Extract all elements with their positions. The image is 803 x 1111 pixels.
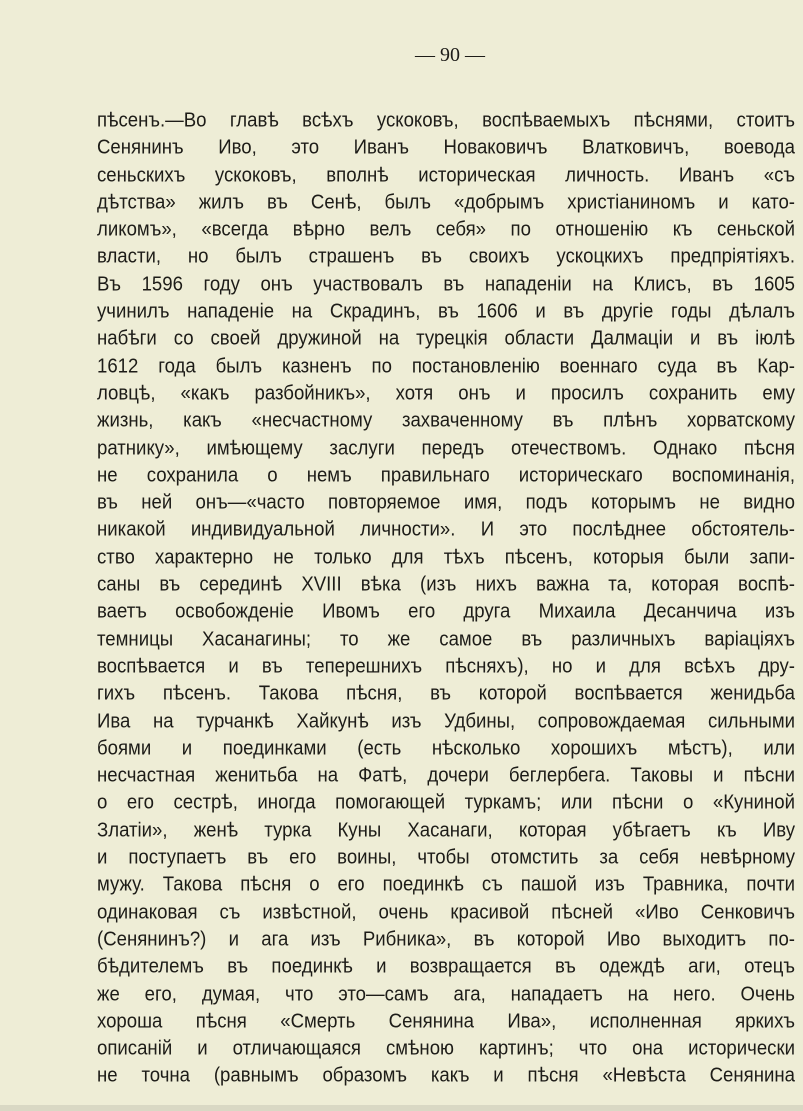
text-line: воспѣвается и въ теперешнихъ пѣсняхъ), но и для всѣхъ дру- xyxy=(97,654,795,677)
text-line: темницы Хасанагины; то же самое въ различныхъ варіаціяхъ xyxy=(97,626,795,650)
text-line: Сенянинъ Иво, это Иванъ Новаковичъ Влатковичъ, воевода xyxy=(97,135,795,159)
text-line: ство характерно не только для тѣхъ пѣсенъ, которыя были запи- xyxy=(97,544,795,568)
text-line: Въ 1596 году онъ участвовалъ въ нападеніи на Клисъ, въ 1605 xyxy=(97,271,795,295)
text-line: пѣсенъ.—Во главѣ всѣхъ ускоковъ, воспѣваемыхъ пѣснями, стоитъ xyxy=(97,108,795,131)
text-line: о его сестрѣ, иногда помогающей туркамъ; или пѣсни о «Куниной xyxy=(97,790,795,814)
text-line: учинилъ нападеніе на Скрадинъ, въ 1606 и въ другіе годы дѣлалъ xyxy=(97,299,795,322)
text-line: ловцѣ, «какъ разбойникъ», хотя онъ и просилъ сохранить ему xyxy=(97,381,795,404)
text-line: дѣтства» жилъ въ Сенѣ, былъ «добрымъ христіаниномъ и като- xyxy=(97,190,795,213)
text-line: и поступаетъ въ его воины, чтобы отомстить за себя невѣрному xyxy=(97,845,795,868)
text-line: власти, но былъ страшенъ въ своихъ ускоцкихъ предпріятіяхъ. xyxy=(97,244,795,268)
text-line: набѣги со своей дружиной на турецкія области Далмаціи и въ іюлѣ xyxy=(97,326,795,350)
text-line: сеньскихъ ускоковъ, вполнѣ историческая личность. Иванъ «съ xyxy=(97,162,795,186)
text-line: (Сенянинъ?) и ага изъ Рибника», въ которой Иво выходитъ по- xyxy=(97,927,795,950)
text-line: ликомъ», «всегда вѣрно велъ себя» по отношенію къ сеньской xyxy=(97,217,795,241)
text-line: ваетъ освобожденіе Ивомъ его друга Михаила Десанчича изъ xyxy=(97,599,795,623)
text-line: мужу. Такова пѣсня о его поединкѣ съ пашой изъ Травника, почти xyxy=(97,872,795,896)
text-line: Златіи», женѣ турка Куны Хасанаги, которая убѣгаетъ къ Иву xyxy=(97,817,795,841)
text-line: же его, думая, что это—самъ ага, нападаетъ на него. Очень xyxy=(97,981,795,1005)
text-line: жизнь, какъ «несчастному захваченному въ плѣнъ хорватскому xyxy=(97,408,795,432)
text-line: не сохранила о немъ правильнаго историческаго воспоминанія, xyxy=(97,463,795,486)
text-line: гихъ пѣсенъ. Такова пѣсня, въ которой воспѣвается женидьба xyxy=(97,681,795,705)
text-line: саны въ серединѣ XVIII вѣка (изъ нихъ важна та, которая воспѣ- xyxy=(97,572,795,595)
text-line: въ ней онъ—«часто повторяемое имя, подъ которымъ не видно xyxy=(97,490,795,513)
text-line: одинаковая съ извѣстной, очень красивой пѣсней «Иво Сенковичъ xyxy=(97,899,795,923)
text-line: ратнику», имѣющему заслуги передъ отечествомъ. Однако пѣсня xyxy=(97,435,795,459)
text-line: боями и поединками (есть нѣсколько хорошихъ мѣстъ), или xyxy=(97,735,795,759)
text-line: не точна (равнымъ образомъ какъ и пѣсня «Невѣста Сенянина xyxy=(97,1063,795,1087)
text-line: никакой индивидуальной личности». И это послѣднее обстоятель- xyxy=(97,517,795,541)
text-line: бѣдителемъ въ поединкѣ и возвращается въ одеждѣ аги, отецъ xyxy=(97,954,795,978)
text-line: Ива на турчанкѣ Хайкунѣ изъ Удбины, сопровождаемая сильными xyxy=(97,708,795,732)
page-bottom-edge xyxy=(0,1105,803,1111)
text-line: 1612 года былъ казненъ по постановленію военнаго суда въ Кар- xyxy=(97,353,795,377)
page-number: — 90 — xyxy=(415,44,485,66)
text-line: несчастная женитьба на Фатѣ, дочери беглербега. Таковы и пѣсни xyxy=(97,763,795,786)
text-line: описаній и отличающаяся смѣною картинъ; что она исторически xyxy=(97,1036,795,1059)
text-line: хороша пѣсня «Смерть Сенянина Ива», исполненная яркихъ xyxy=(97,1008,795,1032)
body-text xyxy=(97,106,795,1089)
